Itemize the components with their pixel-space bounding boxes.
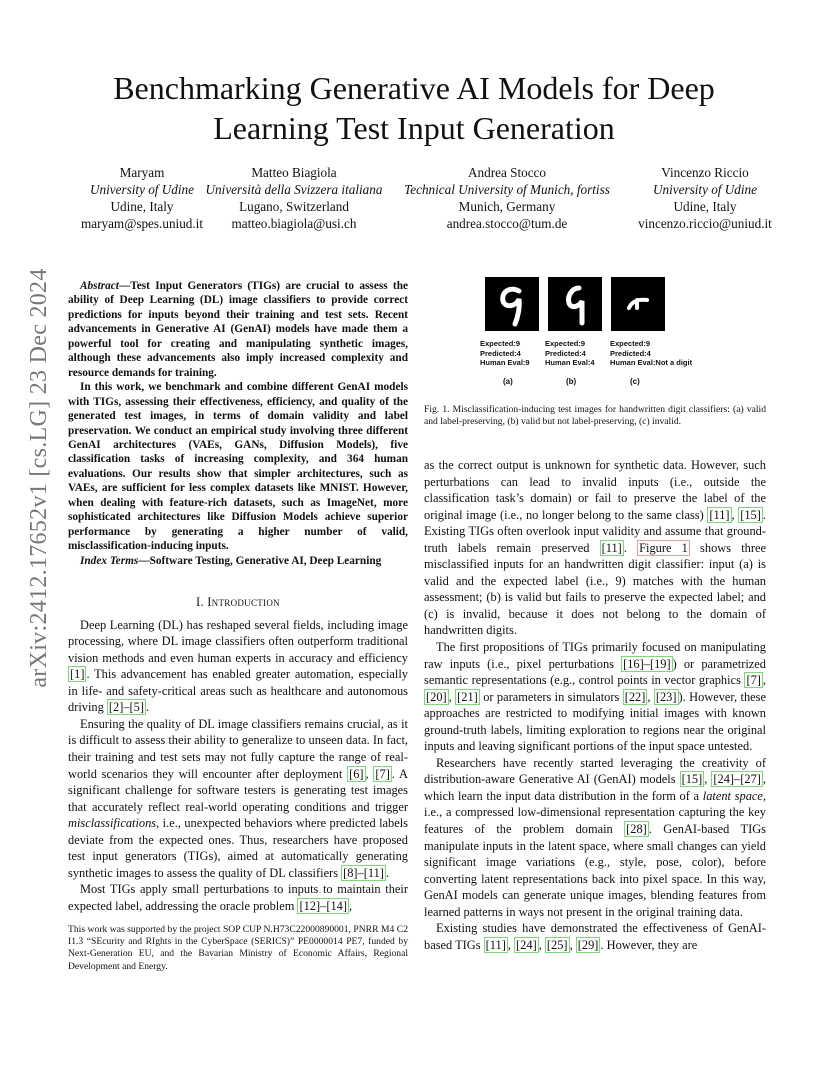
author-affiliation: Technical University of Munich, fortiss <box>404 182 610 197</box>
citation-link[interactable]: [24] <box>516 937 537 952</box>
funding-footnote: This work was supported by the project SOP CUP N.H73C22000890001, PNRR M4 C2 I1.3 “SEcurity and RIghts in the CyberSpace (SERICS)” PE0000014 PE7, funded by Next-Generation EU, and the Bavarian Ministry of Economic Affairs, Regional Development and Energy. <box>68 924 408 972</box>
panel-label-c: (c) <box>630 377 640 386</box>
digit-image-c <box>611 277 665 331</box>
citation-link[interactable]: [21] <box>457 689 478 704</box>
citation-link[interactable]: [28] <box>626 822 647 837</box>
digit-image-a <box>485 277 539 331</box>
citation-link[interactable]: [12]–[14] <box>299 898 347 913</box>
author-name: Vincenzo Riccio <box>661 165 749 180</box>
body-paragraph: Researchers have recently started leveraging the creativity of distribution-aware Generative AI (GenAI) models [15] , [24]–[27] , which learn the input data distribution in the form of a latent space, i.e., a compressed low-dimensional representation capturing the key features of the problem domain [28] . GenAI-based TIGs manipulate inputs in the latent space, where small changes can yield significant image variations (e.g., style, pose, color), before converting latent representations back into pixel space. In this way, GenAI models can generate unique images, blending features from learned patterns in ways not present in the original training data. <box>424 755 766 919</box>
citation-link[interactable]: [1] <box>70 667 85 682</box>
citation-link[interactable]: [29] <box>577 937 599 952</box>
author-email: maryam@spes.uniud.it <box>80 216 204 231</box>
citation-link[interactable]: [11] <box>709 507 730 522</box>
author-location: Lugano, Switzerland <box>239 199 349 214</box>
author-affiliation: University of Udine <box>89 182 194 197</box>
author-affiliation: Università della Svizzera italiana <box>205 182 383 197</box>
index-terms-label: Index Terms <box>80 554 139 567</box>
citation-link[interactable]: [6] <box>349 766 364 781</box>
author-email: andrea.stocco@tum.de <box>446 216 568 231</box>
panel-label-a: (a) <box>503 377 513 386</box>
arxiv-identifier: arXiv:2412.17652v1 [cs.LG] 23 Dec 2024 <box>26 268 52 688</box>
citation-link[interactable]: [16]–[19] <box>623 656 671 671</box>
citation-link[interactable]: [24]–[27] <box>713 772 761 787</box>
citation-link[interactable]: [11] <box>601 540 622 555</box>
citation-link[interactable]: [2]–[5] <box>108 700 144 715</box>
figure-1 <box>480 277 770 392</box>
digit-image-b <box>548 277 602 331</box>
author-location: Munich, Germany <box>458 199 556 214</box>
author-name: Andrea Stocco <box>468 165 546 180</box>
body-paragraph: Deep Learning (DL) has reshaped several fields, including image processing, where DL image classifiers often outperform traditional vision methods and even human experts in accuracy and efficiency [1] . This advancement has enabled greater automation, especially in life- and safety-critical areas such as healthcare and autonomous driving [2]–[5] . <box>68 617 408 715</box>
right-column <box>424 457 766 953</box>
citation-link[interactable]: [20] <box>426 689 447 704</box>
author-name: Maryam <box>119 165 165 180</box>
figure-panel-info: Expected:9 Predicted:4 Human Eval:9 <box>480 339 530 367</box>
figure-caption: Fig. 1. Misclassification-inducing test images for handwritten digit classifiers: (a) valid and label-preserving, (b) valid but not label-preserving, (c) invalid. <box>424 404 766 428</box>
left-column <box>68 279 408 914</box>
index-terms: Index Terms—Software Testing, Generative AI, Deep Learning <box>80 554 382 567</box>
author-location: Udine, Italy <box>110 199 174 214</box>
abstract-paragraph: Abstract—Test Input Generators (TIGs) are crucial to assess the ability of Deep Learning (DL) image classifiers to provide correct predictions for inputs beyond their training and test sets. Recent advancements in Generative AI (GenAI) models have made them a powerful tool for creating and manipulating synthetic images, although these advancements also imply increased complexity and resource demands for training. <box>68 280 408 379</box>
author-name: Matteo Biagiola <box>251 165 337 180</box>
citation-link[interactable]: [7] <box>375 766 390 781</box>
citation-link[interactable]: [15] <box>740 507 761 522</box>
body-paragraph: Existing studies have demonstrated the effectiveness of GenAI-based TIGs [11] , [24] , [25] , [29] . However, they are <box>424 921 766 952</box>
abstract-label: Abstract <box>80 280 119 292</box>
body-paragraph: as the correct output is unknown for synthetic data. However, such perturbations can lead to invalid inputs (i.e., outside the classification task’s domain) or fail to preserve the label of the original image (i.e., no longer belong to the same class) [11] , [15] . Existing TIGs often overlook input validity and assume that ground-truth labels remain preserved [11] . Figure 1 shows three misclassified inputs for an handwritten digit classifier: input (a) is valid and the expected label (i.e., 9) matches with the human assessment; (b) is valid but fails to preserve the expected label; and (c) is invalid, because it does not belong to the domain of handwritten digits. <box>424 458 766 638</box>
citation-link[interactable]: [7] <box>746 673 761 688</box>
author-email: matteo.biagiola@usi.ch <box>231 216 357 231</box>
citation-link[interactable]: [23] <box>655 689 677 704</box>
panel-label-b: (b) <box>566 377 577 386</box>
author-block <box>396 164 618 232</box>
figure-link[interactable]: Figure 1 <box>639 540 688 555</box>
citation-link[interactable]: [8]–[11] <box>343 865 384 880</box>
author-location: Udine, Italy <box>673 199 737 214</box>
paper-title: Benchmarking Generative AI Models for Deep Learning Test Input Generation <box>113 70 715 146</box>
author-affiliation: University of Udine <box>652 182 757 197</box>
figure-panel-info: Expected:9 Predicted:4 Human Eval:4 <box>545 339 595 367</box>
body-paragraph: The first propositions of TIGs primarily focused on manipulating raw inputs (i.e., pixel perturbations [16]–[19] ) or parametrized semantic representations (e.g., control points in vector graphics [7] , [20] , [21] or parameters in simulators [22] , [23] ). However, these approaches are restricted to modifying initial images with known ground-truth labels, limiting exploration to regions near the original inputs and leaving significant portions of the input space untested. <box>424 640 766 754</box>
citation-link[interactable]: [11] <box>485 937 506 952</box>
section-heading: I. Introduction <box>196 595 280 610</box>
figure-panel-info: Expected:9 Predicted:4 Human Eval:Not a digit <box>610 339 693 367</box>
author-block <box>612 164 798 232</box>
author-block <box>198 164 390 232</box>
citation-link[interactable]: [22] <box>624 689 646 704</box>
author-email: vincenzo.riccio@uniud.it <box>638 216 772 231</box>
abstract-paragraph: In this work, we benchmark and combine different GenAI models with TIGs, assessing their effectiveness, efficiency, and quality of the generated test images, in terms of domain validity and label preservation. We conduct an empirical study involving three different GenAI architectures (VAEs, GANs, Diffusion Models), five classification tasks of increasing complexity, and 364 human evaluations. Our results show that simpler architectures, such as VAEs, are sufficient for less complex datasets like MNIST. However, when dealing with feature-rich datasets, such as ImageNet, more sophisticated architectures like Diffusion Models achieve superior performance by generating a higher number of valid, misclassification-inducing inputs. <box>68 381 408 553</box>
citation-link[interactable]: [25] <box>546 937 568 952</box>
body-paragraph: Ensuring the quality of DL image classifiers remains crucial, as it is difficult to assess their ability to generalize to unseen data. In fact, their training and test sets may not fully capture the range of real-world scenarios they will encounter after deployment [6] , [7] . A significant challenge for software testers is generating test images that accurately reflect real-world operating conditions and trigger misclassifications, i.e., unexpected behaviors where predicted labels deviate from the expected ones. Thus, researchers have proposed test input generators (TIGs), aimed at automatically generating synthetic images to assess the quality of DL classifiers [8]–[11] . <box>68 716 408 880</box>
citation-link[interactable]: [15] <box>681 772 703 787</box>
body-paragraph: Most TIGs apply small perturbations to inputs to maintain their expected label, addressing the oracle problem [12]–[14] , <box>68 882 408 913</box>
